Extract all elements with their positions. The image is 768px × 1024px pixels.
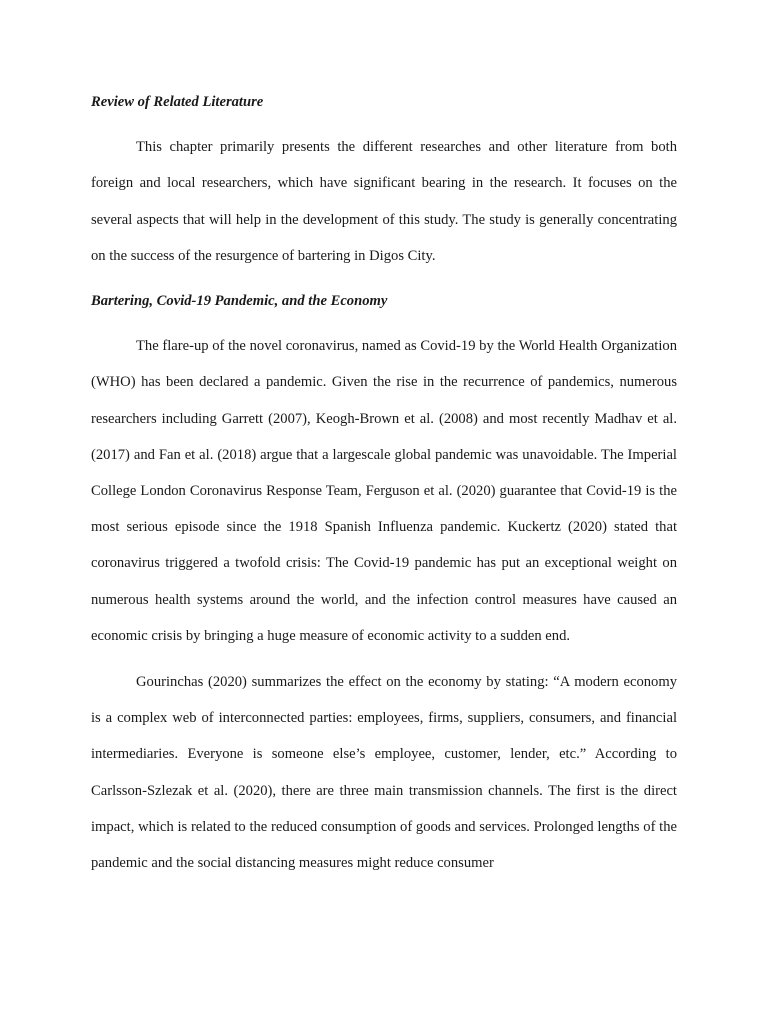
body-paragraph-2: Gourinchas (2020) summarizes the effect on the economy by stating: “A modern economy is a complex web of interconnected parties: employees, firms, suppliers, consumers, and financial intermediaries. Everyone is someone else’s employee, customer, lender, etc.” According to Carlsson-Szlezak et al. (2020), there are three main transmission channels. The first is the direct impact, which is related to the reduced consumption of goods and services. Prolonged lengths of the pandemic and the social distancing measures might reduce consumer <box>91 674 677 872</box>
spacer <box>91 654 677 664</box>
intro-paragraph: This chapter primarily presents the different researches and other literature from both foreign and local researchers, which have significant bearing in the research. It focuses on the several aspects that will help in the development of this study. The study is generally concentrating on the success of the resurgence of bartering in Digos City. <box>91 139 677 264</box>
section-title: Review of Related Literature <box>91 94 264 110</box>
document-body <box>91 84 677 881</box>
spacer <box>91 120 677 129</box>
spacer <box>91 274 677 283</box>
body-paragraph-1: The flare-up of the novel coronavirus, named as Covid-19 by the World Health Organization (WHO) has been declared a pandemic. Given the rise in the recurrence of pandemics, numerous researchers including Garrett (2007), Keogh-Brown et al. (2008) and most recently Madhav et al. (2017) and Fan et al. (2018) argue that a largescale global pandemic was unavoidable. The Imperial College London Coronavirus Response Team, Ferguson et al. (2020) guarantee that Covid-19 is the most serious episode since the 1918 Spanish Influenza pandemic. Kuckertz (2020) stated that coronavirus triggered a twofold crisis: The Covid-19 pandemic has put an exceptional weight on numerous health systems around the world, and the infection control measures have caused an economic crisis by bringing a huge measure of economic activity to a sudden end. <box>91 338 677 644</box>
spacer <box>91 319 677 328</box>
subsection-title: Bartering, Covid-19 Pandemic, and the Economy <box>91 293 388 310</box>
